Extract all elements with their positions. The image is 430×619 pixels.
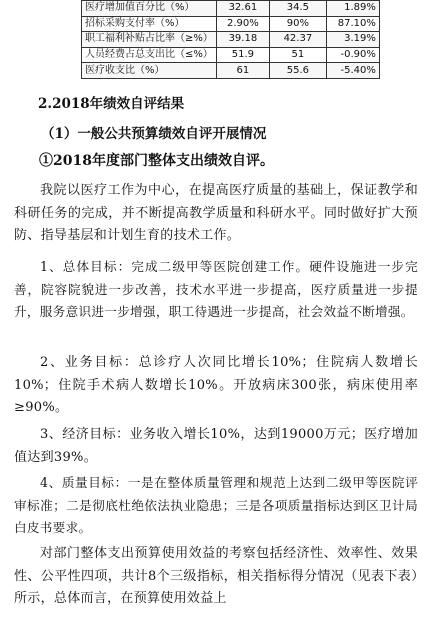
paragraph-economic-goal: 3、经济目标：业务收入增长10%，达到19000万元；医疗增加值达到39%。 [14,427,418,465]
subsection-heading-overall: ①2018年度部门整体支出绩效自评。 [39,153,274,169]
paragraph-quality-goal: 4、质量目标：一是在整体质量管理和规范上达到二级甲等医院评审标准；二是彻底杜绝依法执业隐患；三是各项质量指标达到区卫计局白皮书要求。 [14,475,418,535]
table-row [82,32,380,48]
table-cell: 3.19% [326,32,379,48]
table-cell: 42.37 [269,32,326,48]
table-cell: 人员经费占总支出比（≤%） [82,47,217,63]
table-cell: 87.10% [326,16,379,32]
metrics-table [81,0,380,79]
table-cell: 2.90% [216,16,269,32]
table-cell: 医疗收支比（%） [82,63,217,79]
table-cell: 医疗增加值百分比（%） [82,1,217,17]
section-heading-results: 2.2018年绩效自评结果 [38,96,185,112]
table-cell: 39.18 [216,32,269,48]
table-cell: 34.5 [269,1,326,17]
subsection-heading-budget: （1）一般公共预算绩效自评开展情况 [41,126,267,142]
table-cell: 招标采购支付率（%） [82,16,217,32]
paragraph-overall-goal: 1、总体目标：完成二级甲等医院创建工作。硬件设施进一步完善，院容院貌进一步改善，技术水平进一步提高，医疗质量进一步提升，服务意识进一步增强，职工待遇进一步提高，社会效益不断增强。 [14,259,418,319]
paragraph-business-goal: 2、业务目标：总诊疗人次同比增长10%；住院病人数增长10%；住院手术病人数增长10%。开放病床300张，病床使用率≥90%。 [14,355,418,415]
table-cell: 32.61 [216,1,269,17]
table-cell: 90% [269,16,326,32]
table-row [82,16,380,32]
table-cell: -0.90% [326,47,379,63]
table-cell: 51.9 [216,47,269,63]
table-cell: 职工福利补贴占比率（≥%） [82,32,217,48]
table-cell: 61 [216,63,269,79]
paragraph-intro: 我院以医疗工作为中心，在提高医疗质量的基础上，保证教学和科研任务的完成，并不断提高教学质量和科研水平。同时做好扩大预防、指导基层和计划生育的技术工作。 [14,183,418,243]
table-row [82,47,380,63]
table-cell: 1.89% [326,1,379,17]
table-cell: 51 [269,47,326,63]
table-cell: -5.40% [326,63,379,79]
table-row [82,1,380,17]
paragraph-efficiency: 对部门整体支出预算使用效益的考察包括经济性、效率性、效果性、公平性四项，共计8个三级指标，相关指标得分情况（见表下表）所示，总体而言，在预算使用效益上 [14,546,418,606]
table-row [82,63,380,79]
table-cell: 55.6 [269,63,326,79]
